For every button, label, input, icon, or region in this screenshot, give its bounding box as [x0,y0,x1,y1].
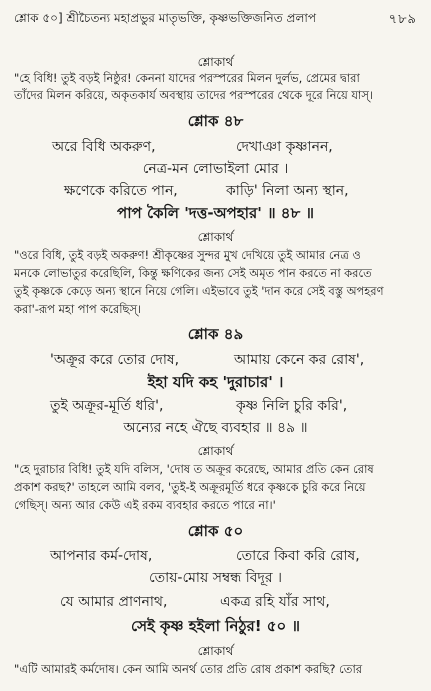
translation-text-line: প্রকাশ করছ?' তাহলে আমি বলব, 'তুই-ই অক্রূরমূর্তি ধরে কৃষ্ণকে চুরি করে নিয়ে [14,480,366,494]
verse-line: কৃষ্ণ নিলি চুরি করি', [236,398,348,414]
translation-text-line: করা'-রূপ মহা পাপ করেছিস্‌। [14,302,142,316]
translation-label: শ্লোকার্থ [197,444,234,458]
verse-line: কাড়ি' নিলা অন্য স্থান, [226,183,349,199]
verse-line: আপনার কর্ম-দোষ, [50,548,153,564]
translation-text-line: "হে দুরাচার বিধি! তুই যদি বলিস, 'দোষ ত অক্রূর করেছে, আমার প্রতি কেন রোষ [14,462,374,476]
translation-label: শ্লোকার্থ [197,230,234,244]
running-head-title: শ্লোক ৫০] শ্রীচৈতন্য মহাপ্রভুর মাতৃভক্তি, কৃষ্ণভক্তিজনিত প্রলাপ [14,11,317,25]
translation-text-line: "এটি আমারই কর্মদোষ। কেন আমি অনর্থ তোর প্রতি রোষ প্রকাশ করছি? তোর [14,662,362,676]
verse-line: তুই অক্রূর-মূর্তি ধরি', [50,398,164,414]
verse-line: তোয়-মোয় সম্বন্ধ বিদূর । [148,570,283,586]
translation-text-line: গেছিস্‌। অন্য আর কেউ এই রকম ব্যবহার করতে পারে না।' [14,498,276,512]
translation-text-line: "ওরে বিধি, তুই বড়ই অকরুণ! শ্রীকৃষ্ণের সুন্দর মুখ দেখিয়ে তুই আমার নেত্র ও [14,248,361,262]
verse-heading: শ্লোক ৪৯ [187,325,244,343]
verse-heading: শ্লোক ৫০ [187,522,244,540]
verse-line: ক্ষণেকে করিতে পান, [64,183,178,199]
verse-line: সেই কৃষ্ণ হইলা নিঠুর! ৫০ ॥ [131,617,300,635]
page-number: ৭৮৯ [388,11,417,27]
translation-text-line: মনকে লোভাতুর করেছিলি, কিন্তু ক্ষণিকের জন্য সেই অমৃত পান করতে না করতে [14,266,372,280]
translation-label: শ্লোকার্থ [197,55,234,69]
verse-line: 'অক্রূর করে তোর দোষ, [50,352,180,368]
verse-line: দেখাঞা কৃষ্ণানন, [236,139,333,155]
translation-label: শ্লোকার্থ [197,644,234,658]
translation-text-line: তাঁদের মিলন করিয়ে, অকৃতকার্য অবস্থায় তাদের পরস্পরের থেকে দূরে নিয়ে যাস্‌। [14,88,373,102]
running-header [14,10,417,30]
verse-line: অন্যের নহে ঐছে ব্যবহার ॥ ৪৯ ॥ [123,420,308,436]
verse-line: নেত্র-মন লোভাইলা মোর । [142,161,289,177]
translation-text-line: তুই কৃষ্ণকে কেড়ে অন্য স্থানে নিয়ে গেলি। এইভাবে তুই 'দান করে সেই বস্তু অপহরণ [14,284,384,298]
verse-line: একত্র রহি যাঁর সাথ, [220,594,330,610]
verse-line: অরে বিধি অকরুণ, [52,139,156,155]
verse-line: পাপ কৈলি 'দত্ত-অপহার' ॥ ৪৮ ॥ [117,204,314,222]
translation-text-line: "হে বিধি! তুই বড়ই নিষ্ঠুর! কেননা যাদের পরস্পরের মিলন দুর্লভ, প্রেমের দ্বারা [14,71,360,85]
verse-line: তোরে কিবা করি রোষ, [236,548,360,564]
verse-line: আমায় কেনে কর রোষ', [234,352,365,368]
verse-line: ইহা যদি কহ 'দুরাচার' । [147,373,284,391]
verse-line: যে আমার প্রাণনাথ, [60,594,168,610]
verse-heading: শ্লোক ৪৮ [187,112,244,130]
